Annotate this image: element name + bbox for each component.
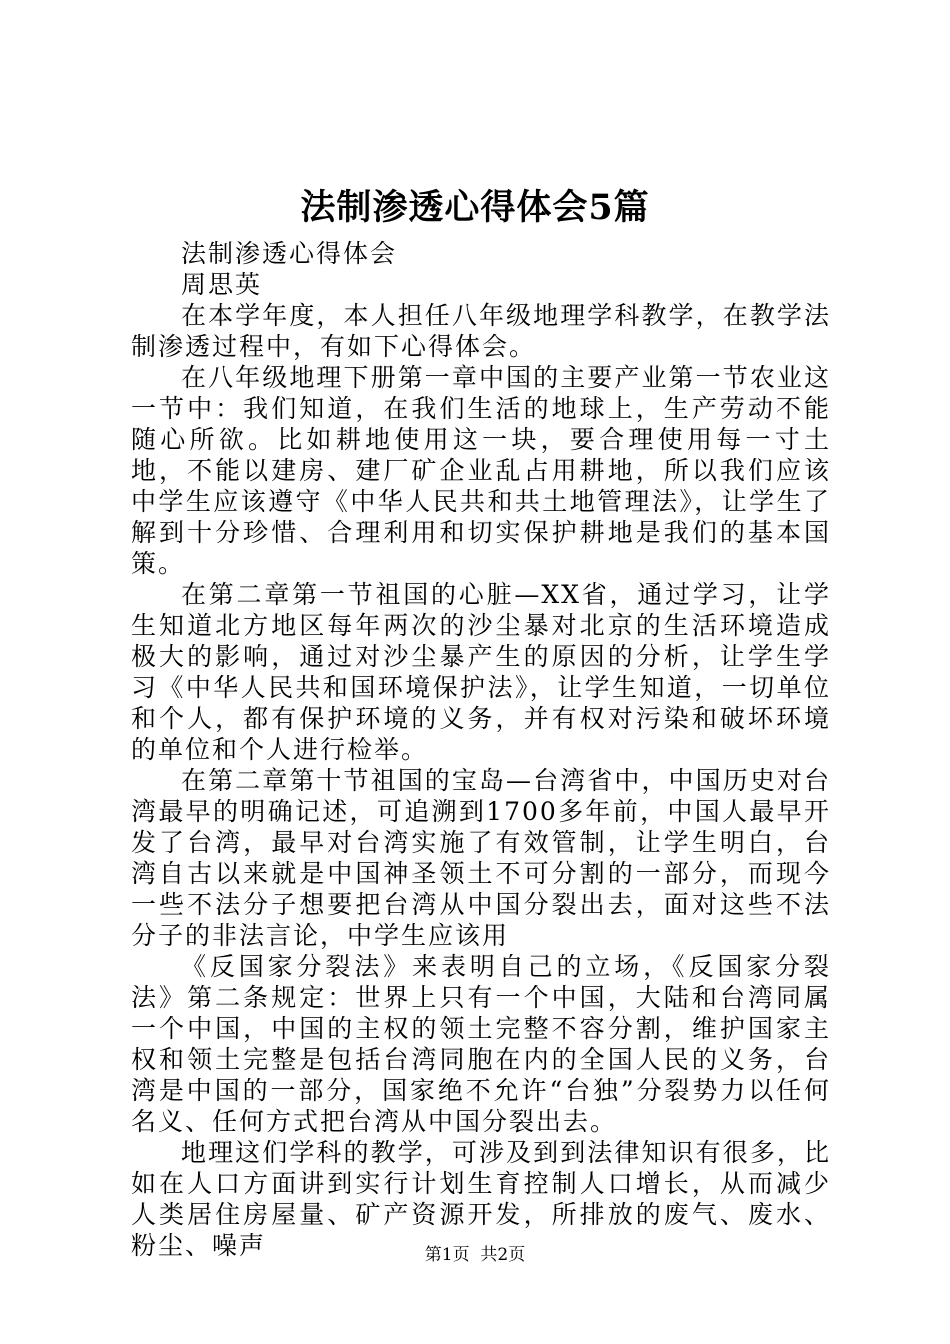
paragraph: 地理这们学科的教学，可涉及到到法律知识有很多，比如在人口方面讲到实行计划生育控制人口增长，从而减少人类居住房屋量、矿产资源开发，所排放的废气、废水、粉尘、噪声 — [131, 1138, 831, 1260]
paragraph: 在第二章第十节祖国的宝岛—台湾省中，中国历史对台湾最早的明确记述，可追溯到1700多年前，中国人最早开发了台湾，最早对台湾实施了有效管制，让学生明白，台湾自古以来就是中国神圣领土不可分割的一部分，而现今一些不法分子想要把台湾从中国分裂出去，面对这些不法分子的非法言论，中学生应该用 — [131, 766, 831, 950]
paragraph: 在第二章第一节祖国的心脏—XX省，通过学习，让学生知道北方地区每年两次的沙尘暴对北京的生活环境造成极大的影响，通过对沙尘暴产生的原因的分析，让学生学习《中华人民共和国环境保护法》，让学生知道，一切单位和个人，都有保护环境的义务，并有权对污染和破坏环境的单位和个人进行检举。 — [131, 580, 831, 764]
page-footer — [0, 1244, 950, 1266]
paragraph: 《反国家分裂法》来表明自己的立场，《反国家分裂法》第二条规定：世界上只有一个中国，大陆和台湾同属一个中国，中国的主权的领土完整不容分割，维护国家主权和领土完整是包括台湾同胞在内的全国人民的义务，台湾是中国的一部分，国家绝不允许“台独”分裂势力以任何名义、任何方式把台湾从中国分裂出去。 — [131, 952, 831, 1136]
paragraph: 在八年级地理下册第一章中国的主要产业第一节农业这一节中：我们知道，在我们生活的地球上，生产劳动不能随心所欲。比如耕地使用这一块，要合理使用每一寸土地，不能以建房、建厂矿企业乱占用耕地，所以我们应该中学生应该遵守《中华人民共和共土地管理法》，让学生了解到十分珍惜、合理利用和切实保护耕地是我们的基本国策。 — [131, 363, 831, 578]
paragraph-author: 周思英 — [181, 270, 263, 299]
paragraph: 在本学年度，本人担任八年级地理学科教学，在教学法制渗透过程中，有如下心得体会。 — [131, 301, 831, 361]
paragraph-subtitle: 法制渗透心得体会 — [181, 239, 398, 268]
document-title: 法制渗透心得体会5篇 — [300, 187, 650, 228]
page-number-label: 第1页 共2页 — [424, 1245, 526, 1265]
document-body — [131, 238, 831, 1261]
